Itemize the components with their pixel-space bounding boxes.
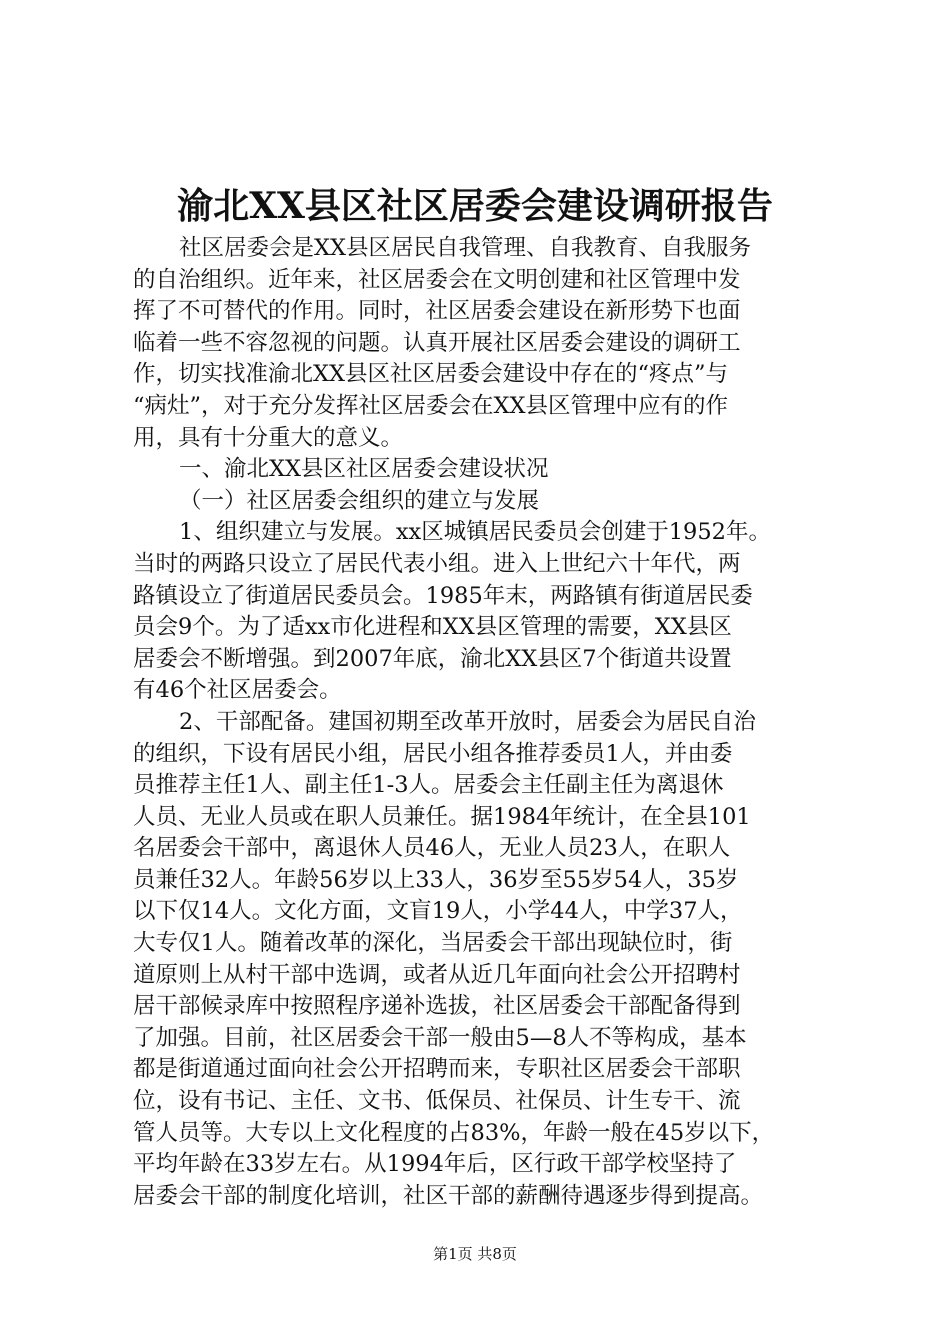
text-line: 路镇设立了街道居民委员会。1985年末，两路镇有街道居民委: [133, 582, 753, 609]
text-line: 居委会干部的制度化培训，社区干部的薪酬待遇逐步得到提高。: [133, 1182, 764, 1209]
text-line: 了加强。目前，社区居委会干部一般由5—8人不等构成，基本: [133, 1024, 747, 1051]
text-line: 道原则上从村干部中选调，或者从近几年面向社会公开招聘村: [133, 961, 741, 988]
text-line: 临着一些不容忽视的问题。认真开展社区居委会建设的调研工: [133, 329, 741, 356]
text-line: 位，设有书记、主任、文书、低保员、社保员、计生专干、流: [133, 1088, 741, 1115]
text-line: 1、组织建立与发展。xx区城镇居民委员会创建于1952年。: [179, 519, 771, 546]
text-line: 的组织，下设有居民小组，居民小组各推荐委员1人，并由委: [133, 740, 733, 767]
text-line: 2、干部配备。建国初期至改革开放时，居委会为居民自治: [179, 708, 756, 735]
text-line: 作，切实找准渝北XX县区社区居委会建设中存在的“疼点”与: [133, 361, 729, 388]
text-line: 的自治组织。近年来，社区居委会在文明创建和社区管理中发: [133, 266, 741, 293]
text-line: 名居委会干部中，离退休人员46人，无业人员23人，在职人: [133, 835, 731, 862]
page-footer: 第1页 共8页: [433, 1245, 517, 1263]
document-title: 渝北XX县区社区居委会建设调研报告: [177, 185, 773, 227]
text-line: 居干部候录库中按照程序递补选拔，社区居委会干部配备得到: [133, 993, 741, 1020]
text-line: 员会9个。为了适xx市化进程和XX县区管理的需要，XX县区: [133, 614, 732, 641]
text-line: 社区居委会是XX县区居民自我管理、自我教育、自我服务: [179, 235, 752, 261]
document-body: [133, 233, 833, 1212]
text-line: 有46个社区居委会。: [133, 677, 342, 704]
text-line: 员兼任32人。年龄56岁以上33人，36岁至55岁54人，35岁: [133, 866, 739, 893]
text-line: 平均年龄在33岁左右。从1994年后，区行政干部学校坚持了: [133, 1151, 737, 1178]
text-line: 大专仅1人。随着改革的深化，当居委会干部出现缺位时，街: [133, 930, 733, 957]
text-line: 当时的两路只设立了居民代表小组。进入上世纪六十年代，两: [133, 550, 741, 577]
text-line: 都是街道通过面向社会公开招聘而来，专职社区居委会干部职: [133, 1056, 741, 1083]
text-line: 挥了不可替代的作用。同时，社区居委会建设在新形势下也面: [133, 298, 741, 325]
text-line: 用，具有十分重大的意义。: [133, 424, 404, 451]
text-line: 管人员等。大专以上文化程度的占83%，年龄一般在45岁以下，: [133, 1119, 775, 1146]
text-line: 员推荐主任1人、副主任1-3人。居委会主任副主任为离退休: [133, 772, 724, 799]
text-line: 一、渝北XX县区社区居委会建设状况: [179, 456, 549, 483]
text-line: （一）社区居委会组织的建立与发展: [179, 487, 540, 514]
text-line: 人员、无业人员或在职人员兼任。据1984年统计，在全县101: [133, 803, 751, 830]
text-line: 以下仅14人。文化方面，文盲19人，小学44人，中学37人，: [133, 898, 743, 925]
text-line: “病灶”，对于充分发挥社区居委会在XX县区管理中应有的作: [133, 392, 729, 419]
text-line: 居委会不断增强。到2007年底，渝北XX县区7个街道共设置: [133, 645, 732, 672]
